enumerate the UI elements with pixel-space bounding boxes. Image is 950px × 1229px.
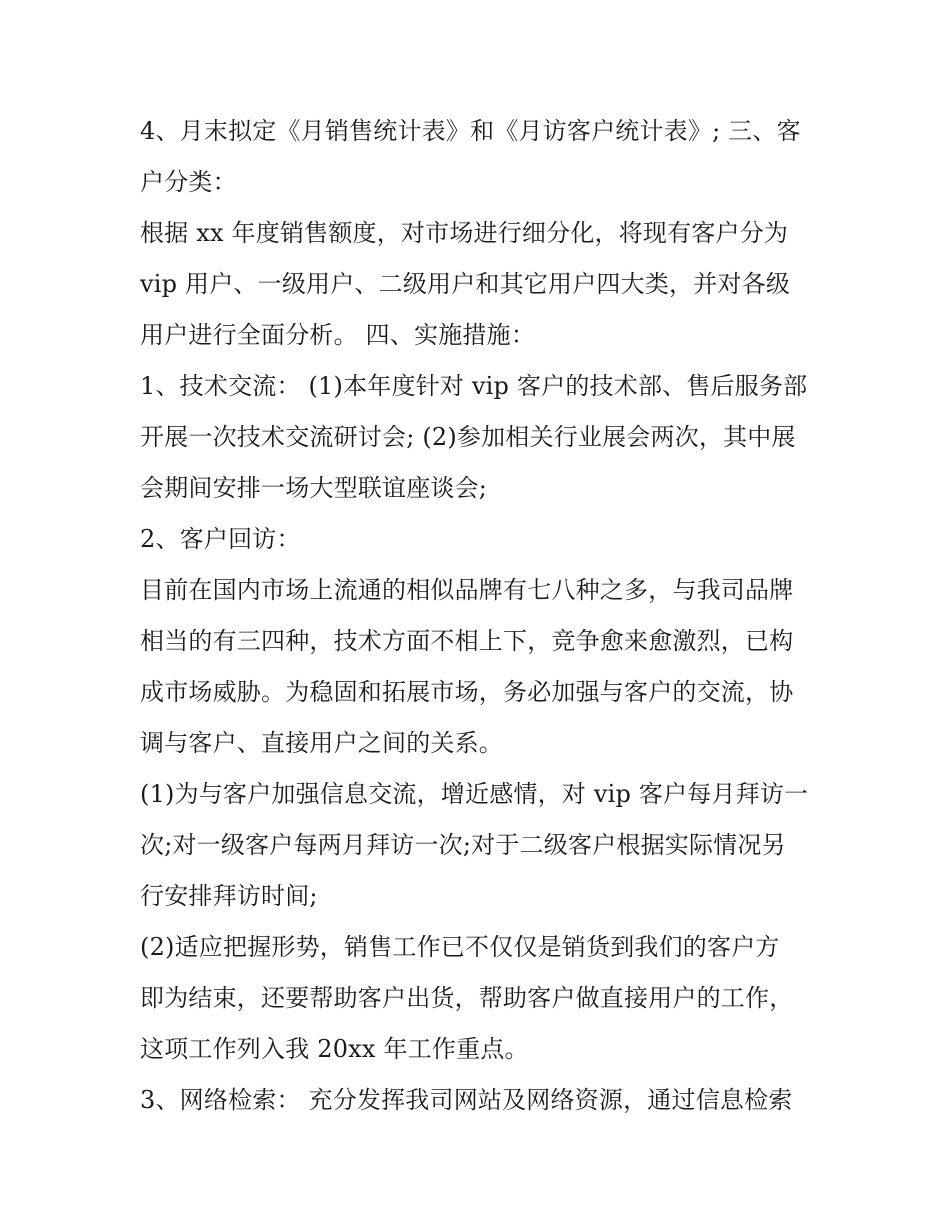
text-line: 根据 xx 年度销售额度，对市场进行细分化，将现有客户分为	[140, 219, 789, 247]
text-line: 次;对一级客户每两月拜访一次;对于二级客户根据实际情况另	[140, 831, 786, 859]
text-line: 会期间安排一场大型联谊座谈会;	[140, 474, 488, 502]
text-line: 2、客户回访：	[140, 525, 301, 553]
text-line: 调与客户、直接用户之间的关系。	[140, 729, 503, 757]
text-line: 用户进行全面分析。 四、实施措施：	[140, 321, 536, 349]
text-line: vip 用户、一级用户、二级用户和其它用户四大类，并对各级	[140, 270, 791, 298]
text-line: 户分类：	[140, 168, 237, 196]
text-line: 这项工作列入我 20xx 年工作重点。	[140, 1035, 529, 1063]
text-line: 4、月末拟定《月销售统计表》和《月访客户统计表》; 三、客	[140, 117, 801, 145]
text-line: 开展一次技术交流研讨会; (2)参加相关行业展会两次，其中展	[140, 423, 796, 451]
text-line: 行安排拜访时间;	[140, 882, 318, 910]
text-line: 目前在国内市场上流通的相似品牌有七八种之多，与我司品牌	[140, 576, 794, 604]
text-line: (1)为与客户加强信息交流，增近感情，对 vip 客户每月拜访一	[140, 780, 809, 808]
text-line: 1、技术交流： (1)本年度针对 vip 客户的技术部、售后服务部	[140, 372, 808, 400]
document-body	[140, 106, 820, 1126]
text-line: 3、网络检索： 充分发挥我司网站及网络资源，通过信息检索	[140, 1086, 793, 1114]
text-line: 成市场威胁。为稳固和拓展市场，务必加强与客户的交流，协	[140, 678, 794, 706]
text-line: 相当的有三四种，技术方面不相上下，竞争愈来愈激烈，已构	[140, 627, 794, 655]
text-line: 即为结束，还要帮助客户出货，帮助客户做直接用户的工作，	[140, 984, 794, 1012]
text-line: (2)适应把握形势，销售工作已不仅仅是销货到我们的客户方	[140, 933, 780, 961]
